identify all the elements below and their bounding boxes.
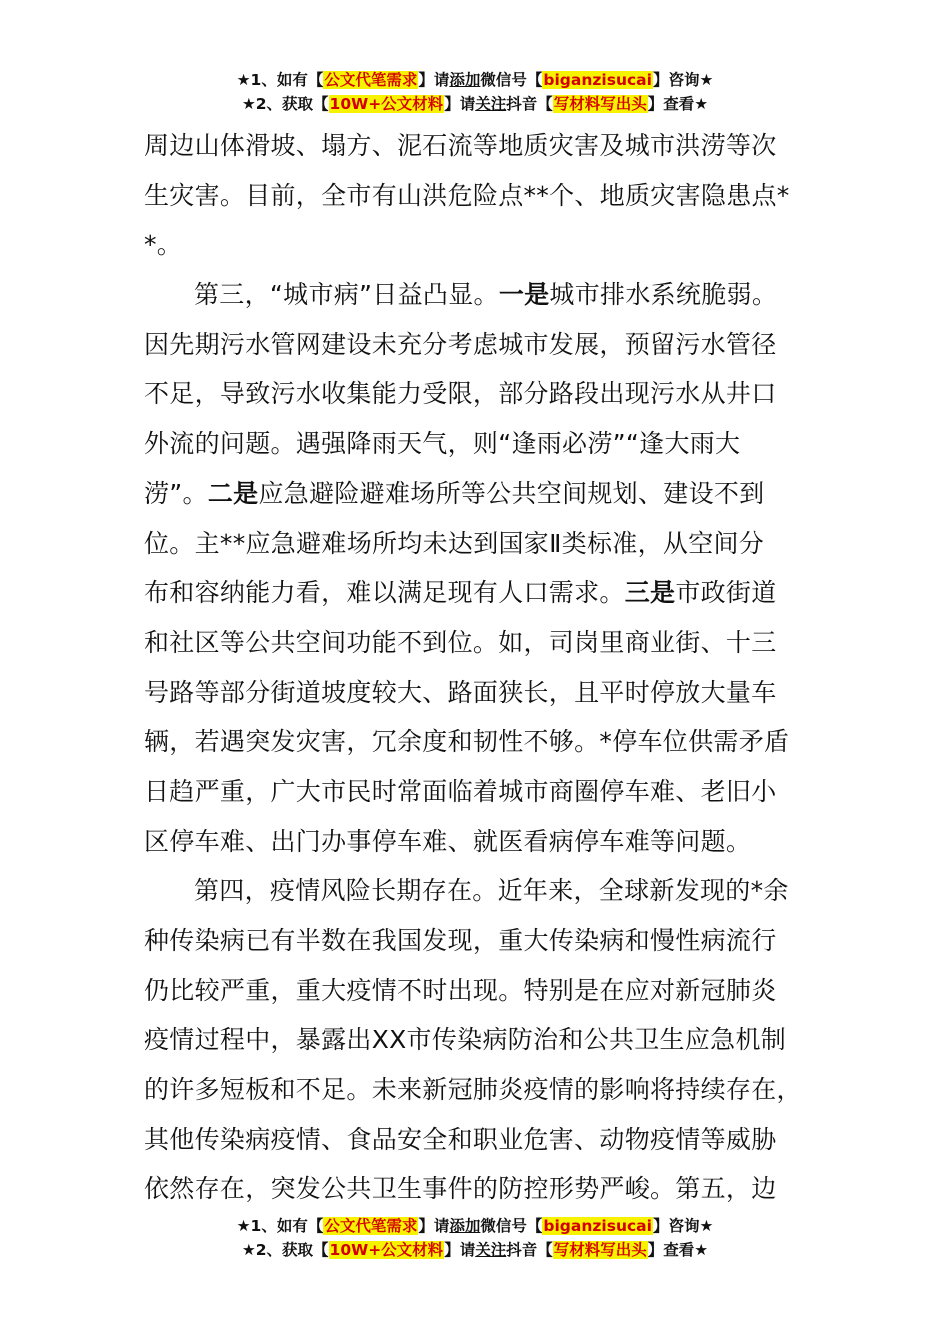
banner-line-1 — [0, 68, 950, 92]
body-text: 市政街道 — [675, 578, 777, 608]
banner-line-1 — [0, 1214, 950, 1238]
footer-banner — [0, 1214, 950, 1262]
highlight-service: 公文代笔需求 — [324, 1217, 418, 1235]
body-line: 依然存在，突发公共卫生事件的防控形势严峻。第五，边 — [144, 1174, 777, 1204]
body-line: 种传染病已有半数在我国发现，重大传染病和慢性病流行 — [144, 926, 777, 955]
banner-text: 微信号【 — [480, 71, 543, 89]
banner-text: 】请 — [444, 95, 476, 113]
highlight-wechat-id: biganzisucai — [543, 71, 652, 89]
document-body — [144, 121, 806, 1214]
body-line: 日趋严重，广大市民时常面临着城市商圈停车难、老旧小 — [144, 776, 777, 806]
body-line — [144, 568, 806, 618]
banner-text: 抖音【 — [506, 95, 553, 113]
body-line: 疫情过程中，暴露出XX市传染病防治和公共卫生应急机制 — [144, 1025, 787, 1055]
highlight-materials: 10W+公文材料 — [329, 95, 444, 113]
body-line: 号路等部分街道坡度较大、路面狭长，且平时停放大量车 — [144, 677, 777, 707]
star-icon: ★ — [241, 95, 256, 113]
body-text: 涝”。 — [144, 478, 208, 508]
star-icon: ★ — [236, 71, 251, 89]
body-line: 辆，若遇突发灾害，冗余度和韧性不够。*停车位供需矛盾 — [144, 727, 790, 757]
body-line: 不足，导致污水收集能力受限，部分路段出现污水从井口 — [144, 379, 777, 409]
highlight-douyin-account: 写材料写出头 — [553, 95, 647, 113]
body-line: 仍比较严重，重大疫情不时出现。特别是在应对新冠肺炎 — [144, 975, 777, 1005]
body-line: 周边山体滑坡、塌方、泥石流等地质灾害及城市洪涝等次 — [144, 131, 777, 160]
body-line: 位。主**应急避难场所均未达到国家Ⅱ类标准，从空间分 — [144, 528, 765, 558]
banner-text: 1、如有【 — [250, 1217, 324, 1235]
body-line: 其他传染病疫情、食品安全和职业危害、动物疫情等威胁 — [144, 1124, 777, 1154]
body-line: 第四，疫情风险长期存在。近年来，全球新发现的*余 — [194, 876, 789, 906]
star-icon: ★ — [241, 1241, 256, 1259]
body-bold-marker: 三是 — [624, 578, 676, 608]
star-icon: ★ — [236, 1217, 251, 1235]
banner-text: 2、获取【 — [255, 95, 329, 113]
banner-text: 】咨询★ — [652, 71, 714, 89]
banner-text: 】咨询★ — [652, 1217, 714, 1235]
body-line: 外流的问题。遇强降雨天气，则“逢雨必涝”“逢大雨大 — [144, 429, 741, 459]
banner-line-2 — [0, 1238, 950, 1262]
banner-line-2 — [0, 92, 950, 116]
banner-underlined-text: 关注 — [475, 95, 507, 113]
body-text: 布和容纳能力看，难以满足现有人口需求。 — [144, 578, 625, 608]
banner-text: 】请 — [418, 71, 450, 89]
highlight-service: 公文代笔需求 — [324, 71, 418, 89]
banner-text: 】查看★ — [647, 95, 709, 113]
banner-text: 抖音【 — [506, 1241, 553, 1259]
banner-underlined-text: 添加 — [449, 71, 481, 89]
banner-text: 】查看★ — [647, 1241, 709, 1259]
banner-underlined-text: 关注 — [475, 1241, 507, 1259]
body-bold-marker: 二是 — [207, 478, 259, 508]
body-text: 第三，“城市病”日益凸显。 — [194, 280, 499, 310]
banner-text: 】请 — [418, 1217, 450, 1235]
body-line: 生灾害。目前，全市有山洪危险点**个、地质灾害隐患点* — [144, 180, 790, 210]
body-line — [144, 469, 806, 519]
highlight-wechat-id: biganzisucai — [543, 1217, 652, 1235]
body-line — [144, 270, 806, 320]
body-text: 应急避险避难场所等公共空间规划、建设不到 — [258, 478, 765, 508]
body-line: 区停车难、出门办事停车难、就医看病停车难等问题。 — [144, 826, 752, 856]
highlight-douyin-account: 写材料写出头 — [553, 1241, 647, 1259]
body-line: 和社区等公共空间功能不到位。如，司岗里商业街、十三 — [144, 627, 777, 657]
body-text: 城市排水系统脆弱。 — [549, 280, 778, 310]
body-bold-marker: 一是 — [498, 280, 550, 310]
body-line: *。 — [144, 230, 183, 260]
banner-text: 微信号【 — [480, 1217, 543, 1235]
highlight-materials: 10W+公文材料 — [329, 1241, 444, 1259]
body-line: 的许多短板和不足。未来新冠肺炎疫情的影响将持续存在， — [144, 1075, 802, 1105]
banner-text: 】请 — [444, 1241, 476, 1259]
banner-text: 2、获取【 — [255, 1241, 329, 1259]
body-line: 因先期污水管网建设未充分考虑城市发展，预留污水管径 — [144, 329, 777, 359]
banner-text: 1、如有【 — [250, 71, 324, 89]
header-banner — [0, 68, 950, 116]
banner-underlined-text: 添加 — [449, 1217, 481, 1235]
